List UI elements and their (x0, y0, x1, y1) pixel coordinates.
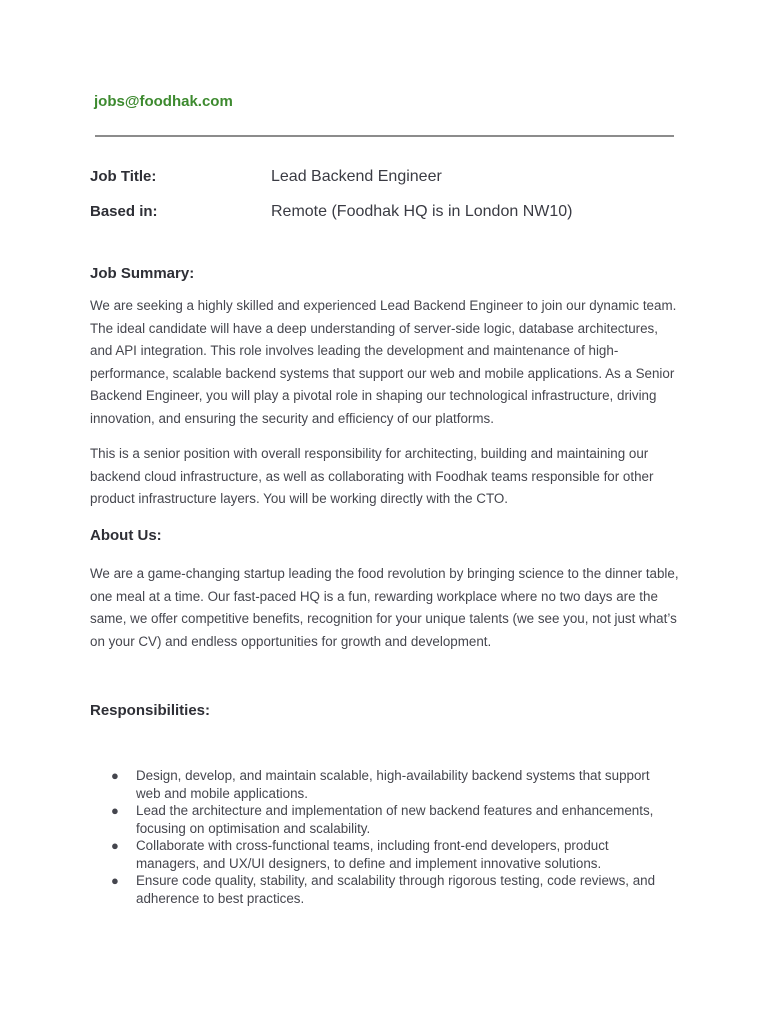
responsibility-text: Lead the architecture and implementation of new backend features and enhancements, focusing on optimisation and scalability. (136, 803, 654, 836)
bullet-icon: ● (111, 873, 119, 888)
bullet-icon: ● (111, 838, 119, 853)
responsibilities-heading: Responsibilities: (90, 702, 211, 719)
responsibility-item (111, 802, 671, 837)
location-label: Based in: (90, 203, 158, 220)
job-title-label: Job Title: (90, 168, 157, 185)
bullet-icon: ● (111, 768, 119, 783)
job-title-value: Lead Backend Engineer (271, 168, 442, 185)
bullet-icon: ● (111, 803, 119, 818)
responsibility-text: Design, develop, and maintain scalable, high-availability backend systems that support web and mobile applications. (136, 768, 650, 801)
location-value: Remote (Foodhak HQ is in London NW10) (271, 203, 573, 220)
responsibility-item (111, 837, 671, 872)
header-divider (95, 135, 674, 137)
about-us-paragraph: We are a game-changing startup leading the food revolution by bringing science to the dinner table, one meal at a time. Our fast-paced HQ is a fun, rewarding workplace where no two days are the same, we offer competitive benefits, recognition for your unique talents (we see you, not just what’s on your CV) and endless opportunities for growth and development. (90, 566, 679, 649)
job-summary-paragraph: We are seeking a highly skilled and experienced Lead Backend Engineer to join our dynamic team. The ideal candidate will have a deep understanding of server-side logic, database architectures, and API integration. This role involves leading the development and maintenance of high-performance, scalable backend systems that support our web and mobile applications. As a Senior Backend Engineer, you will play a pivotal role in shaping our technological infrastructure, driving innovation, and ensuring the security and efficiency of our platforms. (90, 298, 677, 426)
job-summary-heading: Job Summary: (90, 265, 195, 282)
responsibility-text: Ensure code quality, stability, and scalability through rigorous testing, code reviews, and adherence to best practices. (136, 873, 656, 906)
job-summary-paragraph: This is a senior position with overall responsibility for architecting, building and maintaining our backend cloud infrastructure, as well as collaborating with Foodhak teams responsible for other product infrastructure layers. You will be working directly with the CTO. (90, 446, 654, 507)
about-us-heading: About Us: (90, 527, 162, 544)
responsibility-item (111, 872, 671, 907)
responsibility-item (111, 767, 671, 802)
responsibilities-list (111, 767, 671, 907)
responsibility-text: Collaborate with cross-functional teams, including front-end developers, product managers, and UX/UI designers, to define and implement innovative solutions. (136, 838, 609, 871)
contact-email-link[interactable]: jobs@foodhak.com (94, 93, 233, 110)
